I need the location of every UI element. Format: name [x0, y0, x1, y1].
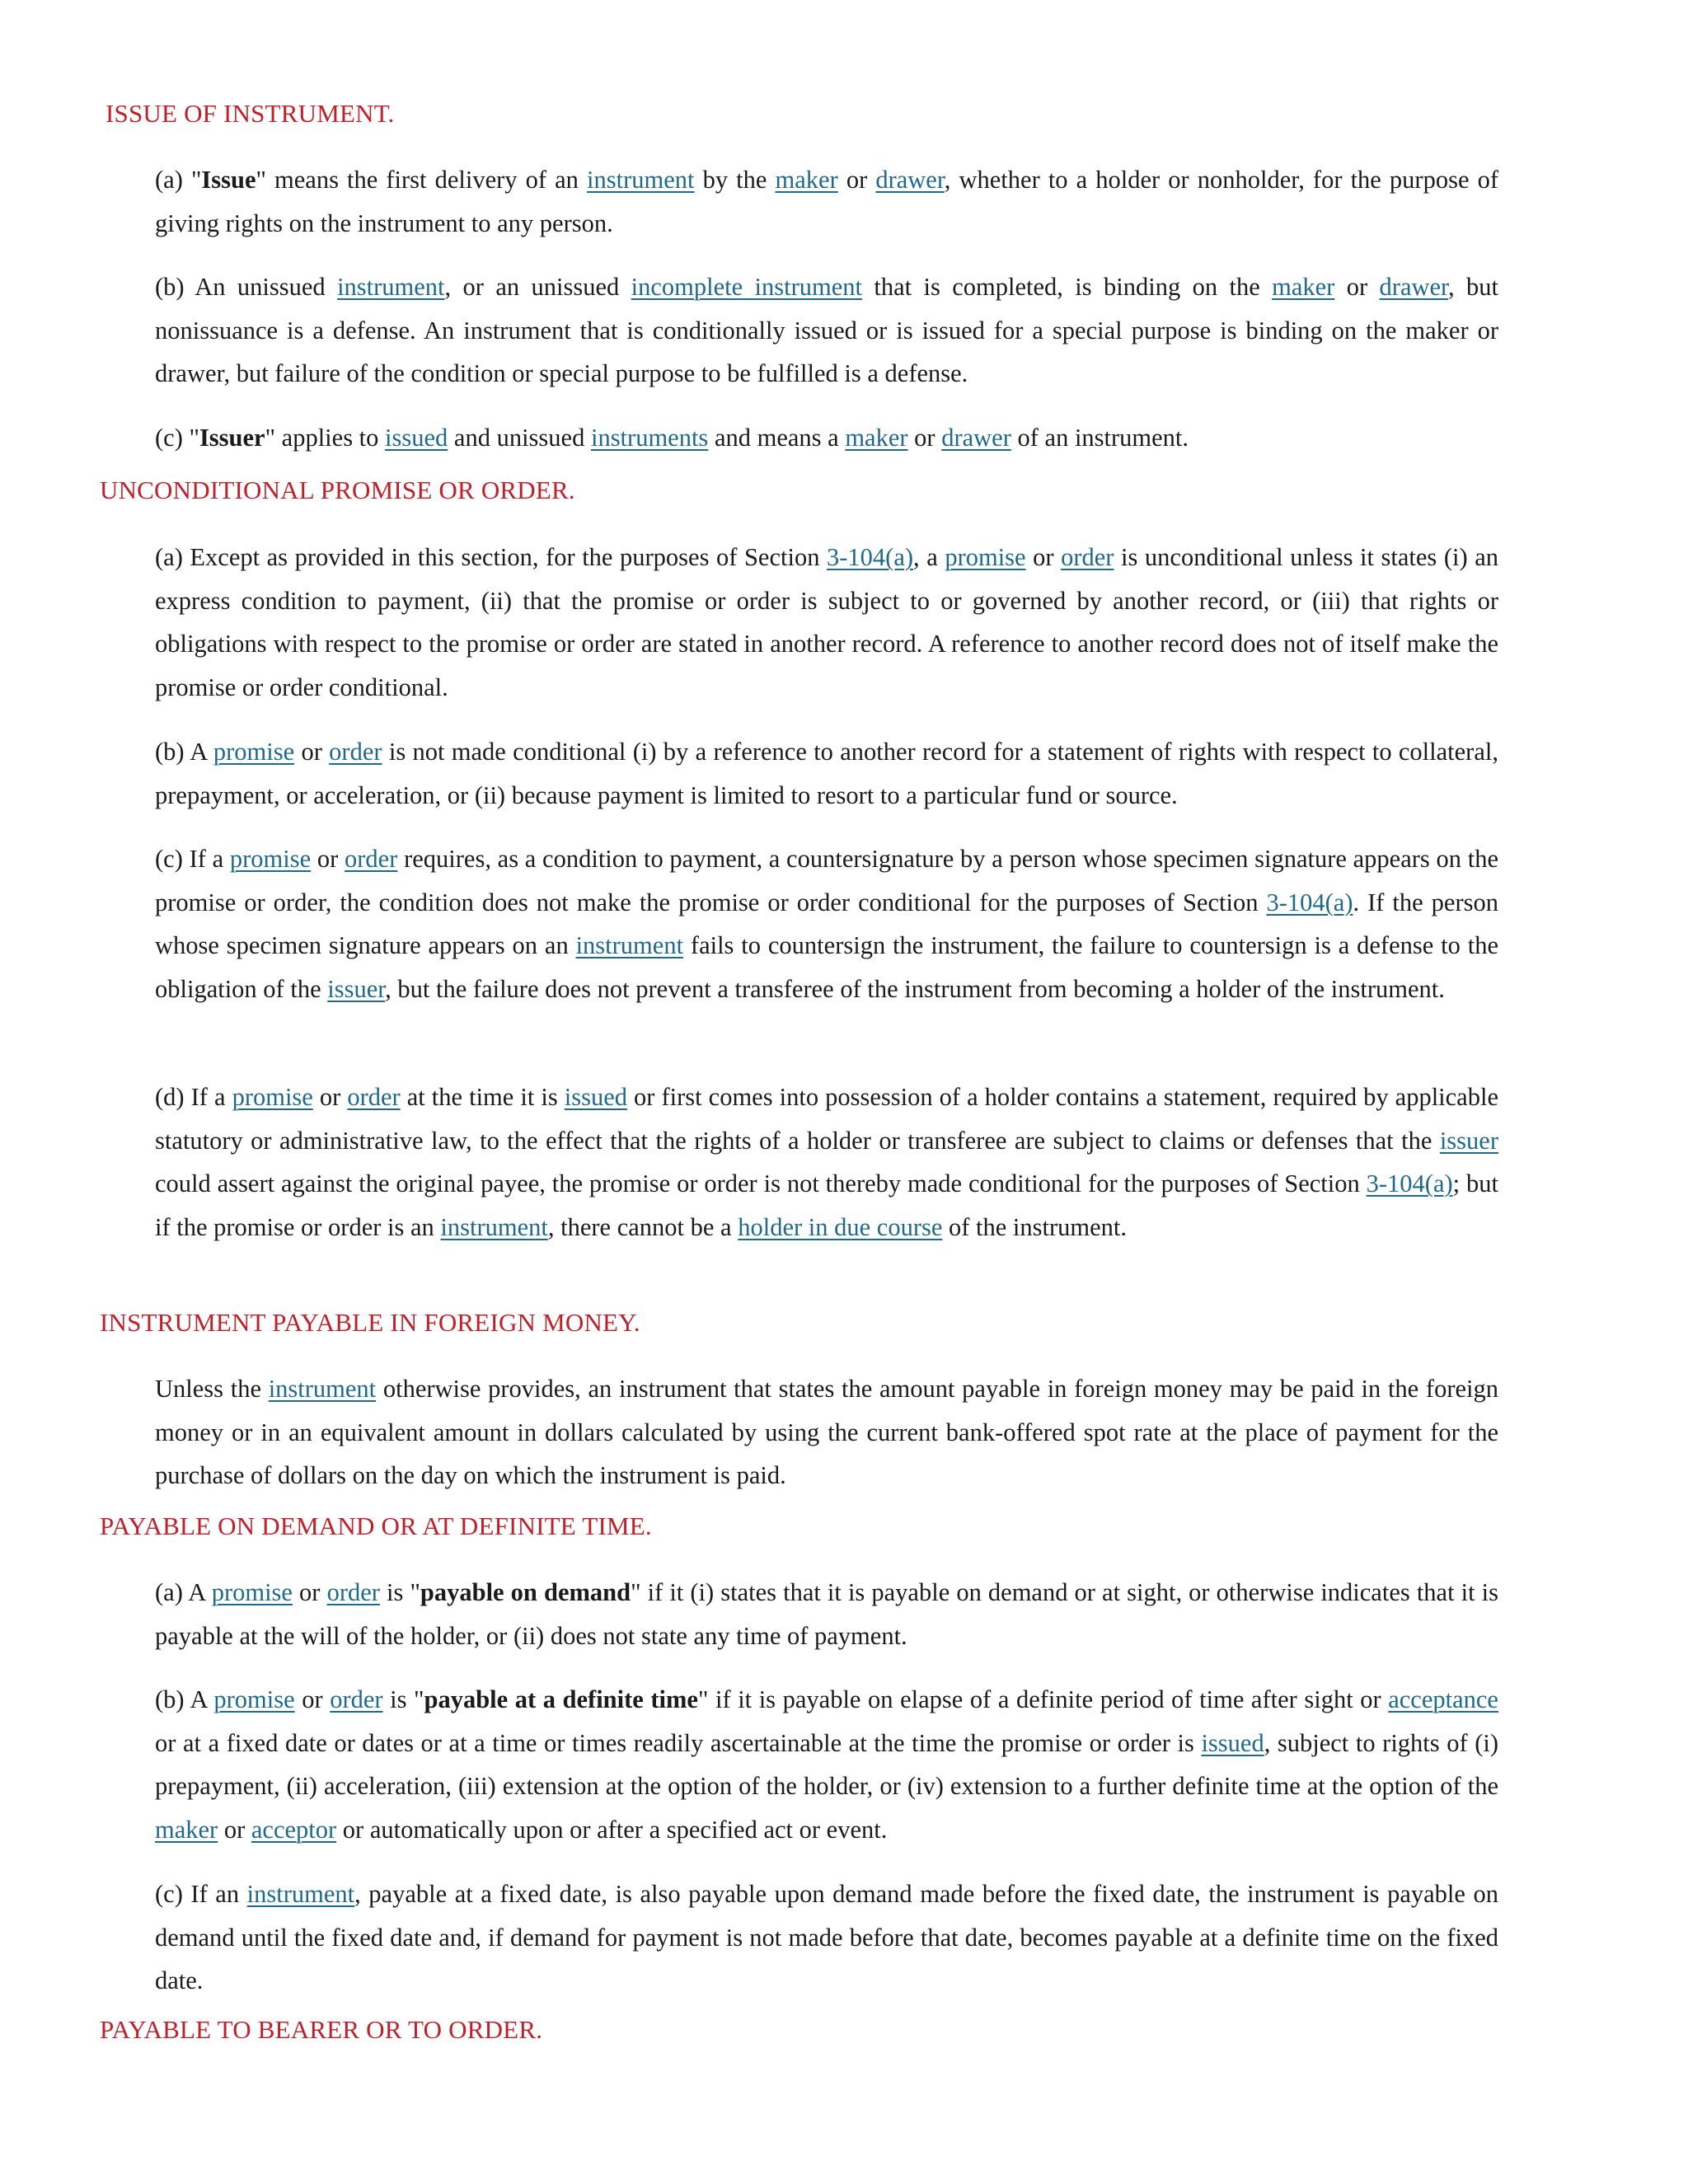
paragraph: [155, 1872, 1498, 2003]
definition-link[interactable]: instrument: [575, 931, 684, 959]
definition-link[interactable]: 3-104(a): [1366, 1169, 1453, 1197]
definition-link[interactable]: 3-104(a): [1266, 888, 1353, 916]
paragraph-text: " means the first delivery of an: [256, 166, 588, 194]
paragraph: [155, 158, 1498, 245]
definition-link[interactable]: order: [347, 1083, 401, 1111]
definition-link[interactable]: incomplete instrument: [631, 273, 862, 301]
definition-link[interactable]: drawer: [875, 166, 945, 194]
definition-link[interactable]: promise: [213, 1685, 295, 1713]
paragraph-text: Unless the: [155, 1375, 269, 1403]
paragraph-text: , but nonissuance is a defense. An instrument that is conditionally issued or is issued for a special purpose is binding on the maker or drawer, but failure of the condition or special purpose to be fulfilled is a defense.: [155, 273, 1498, 387]
paragraph-text: otherwise provides, an instrument that states the amount payable in foreign money may be paid in the foreign money or in an equivalent amount in dollars calculated by using the current bank-offered spot rate at the place of payment for the purchase of dollars on the day on which the instrument is paid.: [155, 1375, 1498, 1489]
paragraph-text: . If the person whose specimen signature appears on an: [155, 888, 1498, 959]
definition-link[interactable]: maker: [1272, 273, 1335, 301]
definition-link[interactable]: drawer: [941, 424, 1011, 452]
paragraph: [155, 1367, 1498, 1497]
defined-term: Issuer: [199, 424, 265, 452]
paragraph-text: is unconditional unless it states (i) an express condition to payment, (ii) that the promise or order is subject to or governed by another record, or (iii) that rights or obligations with respect to the promise or order are stated in another record. A reference to another record does not of itself make the promise or order conditional.: [155, 543, 1498, 701]
definition-link[interactable]: maker: [775, 166, 838, 194]
definition-link[interactable]: promise: [229, 845, 312, 873]
definition-link[interactable]: promise: [211, 1578, 293, 1606]
paragraph: [155, 536, 1498, 709]
paragraph-text: of an instrument.: [1010, 424, 1189, 452]
definition-link[interactable]: acceptor: [251, 1815, 337, 1844]
paragraph-text: " if it is payable on elapse of a definite period of time after sight or: [697, 1685, 1389, 1713]
paragraph-text: (a) A: [155, 1578, 212, 1606]
defined-term: payable at a definite time: [424, 1685, 698, 1713]
definition-link[interactable]: promise: [213, 738, 295, 766]
paragraph-text: or: [294, 738, 330, 766]
paragraph: [155, 1571, 1498, 1657]
definition-link[interactable]: issued: [385, 424, 448, 452]
paragraph-text: or at a fixed date or dates or at a time or times readily ascertainable at the time the promise or order is: [155, 1728, 1202, 1757]
paragraph-text: (b) A: [155, 1685, 214, 1713]
paragraph-text: that is completed, is binding on the: [862, 273, 1273, 301]
paragraph-text: (b) A: [155, 738, 213, 766]
paragraph-text: , but the failure does not prevent a transferee of the instrument from becoming a holder of the instrument.: [385, 974, 1445, 1003]
paragraph: [155, 265, 1498, 396]
paragraph-text: and means a: [708, 424, 846, 452]
definition-link[interactable]: instrument: [246, 1880, 355, 1908]
definition-link[interactable]: order: [345, 845, 398, 873]
paragraph-text: , whether to a holder or nonholder, for the purpose of giving rights on the instrument to any person.: [155, 166, 1498, 237]
section-heading: ISSUE OF INSTRUMENT.: [106, 99, 395, 128]
defined-term: payable on demand: [420, 1578, 631, 1606]
paragraph-text: or automatically upon or after a specified act or event.: [336, 1815, 888, 1844]
definition-link[interactable]: drawer: [1379, 273, 1448, 301]
definition-link[interactable]: 3-104(a): [827, 543, 914, 571]
definition-link[interactable]: issuer: [327, 974, 386, 1003]
section-heading: PAYABLE TO BEARER OR TO ORDER.: [100, 2015, 543, 2044]
paragraph-text: or: [311, 845, 345, 873]
paragraph-text: or: [1334, 273, 1380, 301]
definition-link[interactable]: acceptance: [1388, 1685, 1498, 1713]
paragraph-text: (a) ": [155, 166, 202, 194]
paragraph-text: (d) If a: [155, 1083, 232, 1111]
definition-link[interactable]: order: [326, 1578, 380, 1606]
paragraph-text: , or an unissued: [444, 273, 631, 301]
section-heading: INSTRUMENT PAYABLE IN FOREIGN MONEY.: [100, 1308, 640, 1337]
paragraph-text: , there cannot be a: [547, 1212, 738, 1241]
paragraph-text: could assert against the original payee, the promise or order is not thereby made conditional for the purposes of Section: [155, 1169, 1367, 1197]
paragraph: [155, 1076, 1498, 1249]
definition-link[interactable]: instrument: [337, 273, 445, 301]
section-heading: UNCONDITIONAL PROMISE OR ORDER.: [100, 476, 575, 504]
paragraph-text: is ": [379, 1578, 420, 1606]
definition-link[interactable]: maker: [155, 1815, 218, 1844]
paragraph: [155, 837, 1498, 1010]
definition-link[interactable]: instrument: [440, 1212, 548, 1241]
paragraph-text: or: [312, 1083, 348, 1111]
paragraph-text: or: [837, 166, 876, 194]
paragraph-text: ; but if the promise or order is an: [155, 1169, 1498, 1241]
definition-link[interactable]: order: [330, 1685, 383, 1713]
paragraph-text: and unissued: [448, 424, 591, 452]
paragraph-text: is not made conditional (i) by a reference to another record for a statement of rights with respect to collateral, prepayment, or acceleration, or (ii) because payment is limited to resort to a particular fund or source.: [155, 738, 1498, 809]
paragraph-text: by the: [694, 166, 776, 194]
definition-link[interactable]: order: [1061, 543, 1114, 571]
paragraph: [155, 730, 1498, 817]
paragraph: [155, 1678, 1498, 1851]
definition-link[interactable]: promise: [232, 1083, 313, 1111]
definition-link[interactable]: order: [329, 738, 382, 766]
paragraph-text: or: [292, 1578, 327, 1606]
paragraph-text: (c) If a: [155, 845, 230, 873]
paragraph-text: or: [218, 1815, 251, 1844]
definition-link[interactable]: issuer: [1439, 1126, 1498, 1155]
definition-link[interactable]: issued: [564, 1083, 627, 1111]
paragraph: [155, 416, 1498, 460]
paragraph-text: , a: [913, 543, 945, 571]
paragraph-text: (c) ": [155, 424, 199, 452]
paragraph-text: " applies to: [265, 424, 386, 452]
paragraph-text: or first comes into possession of a holder contains a statement, required by applicable statutory or administrative law, to the effect that the rights of a holder or transferee are subject to claims or defenses that the: [155, 1083, 1498, 1155]
definition-link[interactable]: instruments: [590, 424, 709, 452]
definition-link[interactable]: maker: [845, 424, 908, 452]
section-heading: PAYABLE ON DEMAND OR AT DEFINITE TIME.: [100, 1511, 652, 1540]
definition-link[interactable]: issued: [1201, 1728, 1264, 1757]
definition-link[interactable]: holder in due course: [738, 1212, 943, 1241]
paragraph-text: , payable at a fixed date, is also payable upon demand made before the fixed date, the instrument is payable on demand until the fixed date and, if demand for payment is not made before that date, becomes payable at a definite time on the fixed date.: [155, 1880, 1498, 1994]
paragraph-text: , subject to rights of (i) prepayment, (ii) acceleration, (iii) extension at the option of the holder, or (iv) extension to a further definite time at the option of the: [155, 1728, 1498, 1800]
paragraph-text: fails to countersign the instrument, the failure to countersign is a defense to the obligation of the: [155, 931, 1498, 1003]
paragraph-text: or: [1025, 543, 1062, 571]
paragraph-text: or: [907, 424, 942, 452]
paragraph-text: of the instrument.: [942, 1212, 1128, 1241]
paragraph-text: (b) An unissued: [155, 273, 338, 301]
definition-link[interactable]: promise: [945, 543, 1026, 571]
paragraph-text: (a) Except as provided in this section, for the purposes of Section: [155, 543, 828, 571]
defined-term: Issue: [201, 166, 256, 194]
paragraph-text: requires, as a condition to payment, a countersignature by a person whose specimen signature appears on the promise or order, the condition does not make the promise or order conditional for the purposes of Section: [155, 845, 1498, 916]
paragraph-text: " if it (i) states that it is payable on demand or at sight, or otherwise indicates that it is payable at the will of the holder, or (ii) does not state any time of payment.: [155, 1578, 1499, 1650]
paragraph-text: at the time it is: [400, 1083, 565, 1111]
paragraph-text: (c) If an: [155, 1880, 247, 1908]
paragraph-text: or: [294, 1685, 331, 1713]
paragraph-text: is ": [382, 1685, 424, 1713]
definition-link[interactable]: instrument: [587, 166, 695, 194]
definition-link[interactable]: instrument: [268, 1375, 377, 1403]
